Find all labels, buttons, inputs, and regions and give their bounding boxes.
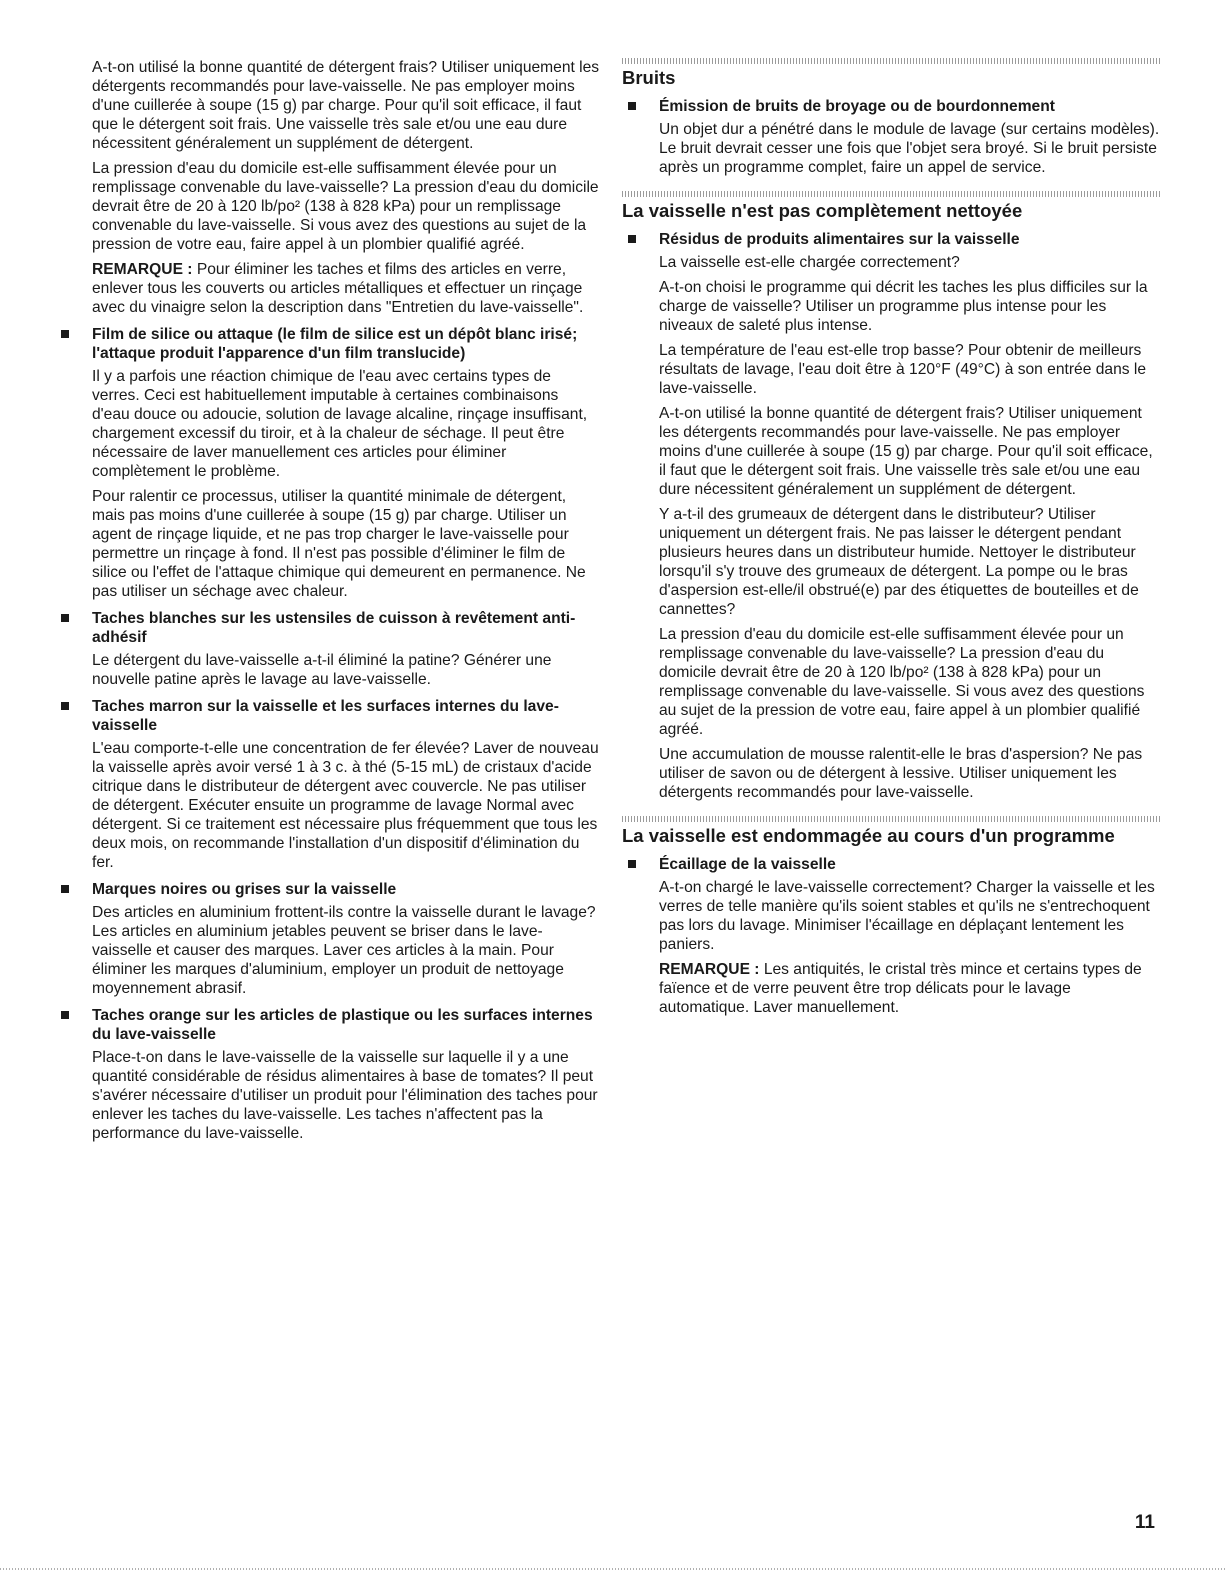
section-damaged — [622, 816, 1162, 1017]
paragraph: A-t-on utilisé la bonne quantité de détergent frais? Utiliser uniquement les détergents recommandés pour lave-vaisselle. Ne pas employer moins d'une cuillerée à soupe (15 g) par charge. Pour qu'il soit efficace, il faut que le détergent soit frais. Une vaisselle très sale et/ou une eau dure nécessitent généralement un supplément de détergent. — [659, 405, 1153, 498]
section-divider — [622, 816, 1162, 822]
section-divider — [622, 58, 1162, 64]
paragraph: Y a-t-il des grumeaux de détergent dans le distributeur? Utiliser uniquement un détergent frais. Ne pas laisser le détergent pendant plusieurs heures dans un distributeur humide. Nettoyer le distributeur lorsqu'il s'y trouve des grumeaux de détergent. La pompe ou le bras d'aspersion est-elle/il obstrué(e) par des étiquettes de bouteilles et de cannettes? — [659, 506, 1139, 618]
paragraph: La pression d'eau du domicile est-elle suffisamment élevée pour un remplissage convenable du lave-vaisselle? La pression d'eau du domicile devrait être de 20 à 120 lb/po² (138 à 828 kPa) pour un remplissage convenable du lave-vaisselle. Si vous avez des questions au sujet de la pression de votre eau, faire appel à un plombier qualifié agréé. — [659, 626, 1145, 738]
bullet-heading: Taches orange sur les articles de plastique ou les surfaces internes du lave-vaisselle — [55, 1006, 600, 1044]
paragraph: Place-t-on dans le lave-vaisselle de la vaisselle sur laquelle il y a une quantité considérable de résidus alimentaires à base de tomates? Il peut s'avérer nécessaire d'utiliser un produit pour l'élimination des taches pour enlever les taches du lave-vaisselle. Les taches n'affectent pas la performance du lave-vaisselle. — [92, 1049, 598, 1142]
bullet-heading: Film de silice ou attaque (le film de silice est un dépôt blanc irisé; l'attaque produit l'apparence d'un film translucide) — [55, 325, 600, 363]
paragraph: L'eau comporte-t-elle une concentration de fer élevée? Laver de nouveau la vaisselle après avoir versé 1 à 3 c. à thé (5-15 mL) de cristaux d'acide citrique dans le distributeur de détergent avec couvercle. Ne pas utiliser de détergent. Exécuter ensuite un programme de lavage Normal avec détergent. Si ce traitement est nécessaire plus fréquemment que tous les deux mois, on recommande l'installation d'un dispositif d'élimination du fer. — [92, 740, 599, 871]
section-divider — [622, 191, 1162, 197]
bullet-heading: Marques noires ou grises sur la vaisselle — [55, 880, 600, 899]
paragraph: A-t-on chargé le lave-vaisselle correctement? Charger la vaisselle et les verres de telle manière qu'ils soient stables et qu'ils ne s'entrechoquent pas lors du lavage. Minimiser l'écaillage en déplaçant lentement les paniers. — [659, 879, 1155, 953]
remark-label: REMARQUE : — [92, 261, 193, 278]
paragraph: La pression d'eau du domicile est-elle suffisamment élevée pour un remplissage convenable du lave-vaisselle? La pression d'eau du domicile devrait être de 20 à 120 lb/po² (138 à 828 kPa) pour un remplissage convenable du lave-vaisselle. Si vous avez des questions au sujet de la pression de votre eau, faire appel à un plombier qualifié agréé. — [92, 160, 599, 253]
bullet-heading: Taches blanches sur les ustensiles de cuisson à revêtement anti-adhésif — [55, 609, 600, 647]
section-heading: Bruits — [622, 67, 676, 88]
bullet-heading: Résidus de produits alimentaires sur la vaisselle — [622, 230, 1162, 249]
paragraph: Il y a parfois une réaction chimique de l'eau avec certains types de verres. Ceci est habituellement imputable à certaines combinaisons d'eau douce ou adoucie, solution de lavage alcaline, rinçage insuffisant, chargement excessif du tiroir, et à la chaleur de séchage. Il peut être nécessaire de laver manuellement ces articles pour éliminer complètement le problème. — [92, 368, 588, 480]
page-number: 11 — [1134, 1512, 1155, 1533]
section-not-clean — [622, 191, 1162, 802]
remark-text: Pour éliminer les taches et films des articles en verre, enlever tous les couverts ou articles métalliques et effectuer un rinçage avec du vinaigre selon la description dans "Entretien du lave-vaisselle". — [92, 261, 584, 316]
section-heading: La vaisselle est endommagée au cours d'un programme — [622, 825, 1115, 846]
remark-label: REMARQUE : — [659, 961, 760, 978]
section-heading: La vaisselle n'est pas complètement nettoyée — [622, 200, 1023, 221]
bullet-heading: Taches marron sur la vaisselle et les surfaces internes du lave-vaisselle — [55, 697, 600, 735]
remark-paragraph — [55, 260, 600, 317]
remark-paragraph — [622, 960, 1162, 1017]
left-column — [55, 58, 600, 1149]
paragraph: Des articles en aluminium frottent-ils contre la vaisselle durant le lavage? Les articles en aluminium jetables peuvent se briser dans le lave-vaisselle et causer des marques. Laver ces articles à la main. Pour éliminer les marques d'aluminium, employer un produit de nettoyage moyennement abrasif. — [92, 904, 596, 997]
paragraph: La vaisselle est-elle chargée correctement? — [659, 254, 960, 271]
paragraph: Un objet dur a pénétré dans le module de lavage (sur certains modèles). Le bruit devrait cesser une fois que l'objet sera broyé. Si le bruit persiste après un programme complet, faire un appel de service. — [659, 121, 1160, 176]
remark-text: Les antiquités, le cristal très mince et certains types de faïence et de verre peuvent être trop délicats pour le lavage automatique. Laver manuellement. — [659, 961, 1142, 1016]
right-column — [622, 58, 1162, 1023]
paragraph: Pour ralentir ce processus, utiliser la quantité minimale de détergent, mais pas moins d'une cuillerée à soupe (15 g) par charge. Utiliser un agent de rinçage liquide, et ne pas trop charger le lave-vaisselle pour permettre un rinçage à fond. Il n'est pas possible d'éliminer le film de silice ou l'effet de l'attaque chimique qui demeurent en permanence. Ne pas utiliser un séchage avec chaleur. — [92, 488, 586, 600]
bullet-heading: Écaillage de la vaisselle — [622, 855, 1162, 874]
paragraph: Une accumulation de mousse ralentit-elle le bras d'aspersion? Ne pas utiliser de savon ou de détergent à lessive. Utiliser uniquement les détergents recommandés pour lave-vaisselle. — [659, 746, 1143, 801]
page-bottom-divider — [0, 1568, 1225, 1570]
bullet-heading: Émission de bruits de broyage ou de bourdonnement — [622, 97, 1162, 116]
paragraph: Le détergent du lave-vaisselle a-t-il éliminé la patine? Générer une nouvelle patine après le lavage au lave-vaisselle. — [92, 652, 552, 688]
paragraph: La température de l'eau est-elle trop basse? Pour obtenir de meilleurs résultats de lavage, l'eau doit être à 120°F (49°C) à son entrée dans le lave-vaisselle. — [659, 342, 1147, 397]
paragraph: A-t-on utilisé la bonne quantité de détergent frais? Utiliser uniquement les détergents recommandés pour lave-vaisselle. Ne pas employer moins d'une cuillerée à soupe (15 g) par charge. Pour qu'il soit efficace, il faut que le détergent soit frais. Une vaisselle très sale et/ou une eau dure nécessitent généralement un supplément de détergent. — [92, 59, 600, 152]
section-noises — [622, 58, 1162, 177]
paragraph: A-t-on choisi le programme qui décrit les taches les plus difficiles sur la charge de vaisselle? Utiliser un programme plus intense pour les niveaux de saleté plus intense. — [659, 279, 1148, 334]
